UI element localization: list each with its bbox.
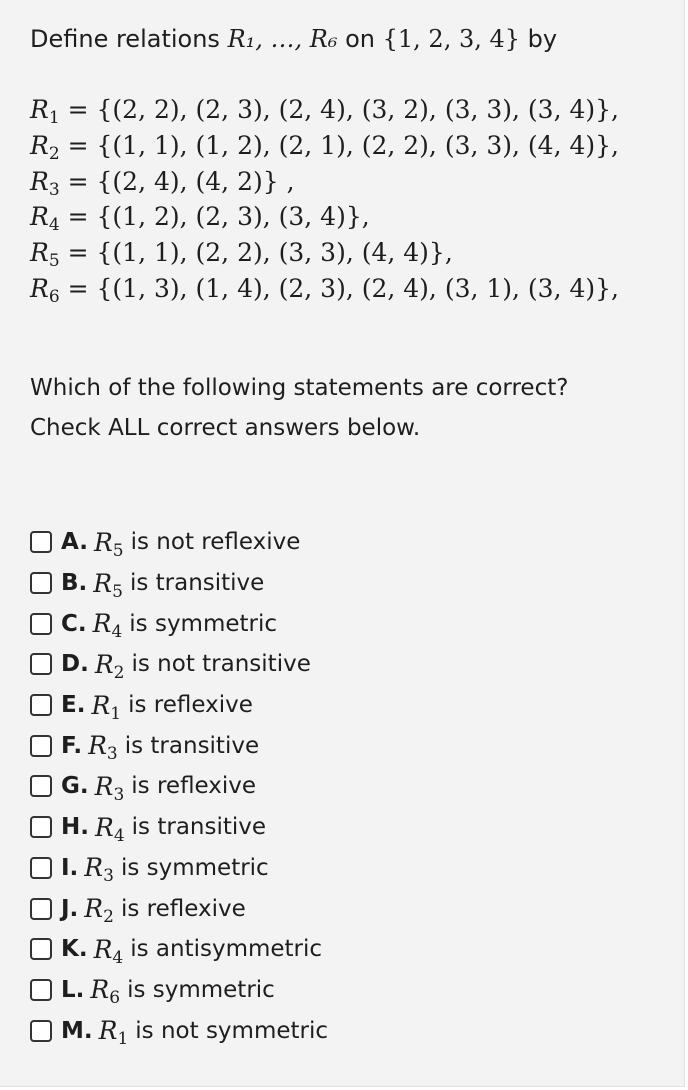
- option-k[interactable]: K. $R_4$ is antisymmetric: [30, 929, 328, 970]
- checkbox-b[interactable]: [30, 572, 52, 594]
- checkbox-e[interactable]: [30, 694, 52, 716]
- option-g[interactable]: G. $R_3$ is reflexive: [30, 766, 328, 807]
- relation-definitions: [30, 92, 619, 307]
- relation-value: {(1, 3), (1, 4), (2, 3), (2, 4), (3, 1), (3, 4)},: [96, 273, 619, 303]
- question-line-2: Check ALL correct answers below.: [30, 415, 421, 441]
- checkbox-m[interactable]: [30, 1020, 52, 1042]
- relation-value: {(1, 1), (1, 2), (2, 1), (2, 2), (3, 3), (4, 4)},: [96, 130, 619, 160]
- intro-on: on: [337, 25, 383, 53]
- option-h[interactable]: H. $R_4$ is transitive: [30, 807, 328, 848]
- option-i[interactable]: I. $R_3$ is symmetric: [30, 848, 328, 889]
- question-prompt: [30, 368, 568, 448]
- checkbox-l[interactable]: [30, 979, 52, 1001]
- intro-set: {1, 2, 3, 4}: [382, 25, 521, 53]
- relation-value: {(1, 1), (2, 2), (3, 3), (4, 4)},: [96, 238, 453, 268]
- relation-definition: $R_6 = \{(1$, 3), (1, 4), (2, 3), (2, 4), (3, 1), (3, 4)},: [30, 273, 619, 308]
- checkbox-i[interactable]: [30, 857, 52, 879]
- checkbox-h[interactable]: [30, 816, 52, 838]
- option-l[interactable]: L. $R_6$ is symmetric: [30, 970, 328, 1011]
- intro-prefix: Define relations: [30, 25, 228, 53]
- relation-value: {(1, 2), (2, 3), (3, 4)},: [96, 202, 370, 232]
- checkbox-j[interactable]: [30, 898, 52, 920]
- checkbox-c[interactable]: [30, 613, 52, 635]
- intro-relations-range: R₁, …, R₆: [227, 25, 338, 53]
- checkbox-a[interactable]: [30, 531, 52, 553]
- option-m[interactable]: M. $R_1$ is not symmetric: [30, 1010, 328, 1051]
- relation-definition: $R_1 = \{(2$, 2), (2, 3), (2, 4), (3, 2), (3, 3), (3, 4)},: [30, 95, 619, 129]
- checkbox-d[interactable]: [30, 653, 52, 675]
- relation-definition: $R_5 = \{(1$, 1), (2, 2), (3, 3), (4, 4)},: [30, 238, 453, 272]
- checkbox-g[interactable]: [30, 775, 52, 797]
- relation-value: {(2, 2), (2, 3), (2, 4), (3, 2), (3, 3), (3, 4)},: [96, 95, 619, 124]
- intro-line: [30, 22, 557, 56]
- relation-value: {(2, 4), (4, 2)} ,: [96, 166, 295, 196]
- checkbox-k[interactable]: [30, 938, 52, 960]
- question-line-1: Which of the following statements are correct?: [30, 375, 569, 401]
- intro-suffix: by: [520, 25, 558, 53]
- option-b[interactable]: B. $R_5$ is transitive: [30, 563, 328, 604]
- option-j[interactable]: J. $R_2$ is reflexive: [30, 888, 328, 929]
- checkbox-f[interactable]: [30, 735, 52, 757]
- option-d[interactable]: D. $R_2$ is not transitive: [30, 644, 328, 685]
- answer-options: [30, 522, 328, 1051]
- relation-definition: $R_3 = \{(2$, 4), (4, 2)} ,: [30, 166, 295, 200]
- option-c[interactable]: C. $R_4$ is symmetric: [30, 603, 328, 644]
- option-e[interactable]: E. $R_1$ is reflexive: [30, 685, 328, 726]
- relation-definition: $R_4 = \{(1$, 2), (2, 3), (3, 4)},: [30, 202, 370, 236]
- relation-definition: $R_2 = \{(1$, 1), (1, 2), (2, 1), (2, 2), (3, 3), (4, 4)},: [30, 130, 619, 164]
- option-f[interactable]: F. $R_3$ is transitive: [30, 725, 328, 766]
- option-a[interactable]: A. $R_5$ is not reflexive: [30, 522, 328, 563]
